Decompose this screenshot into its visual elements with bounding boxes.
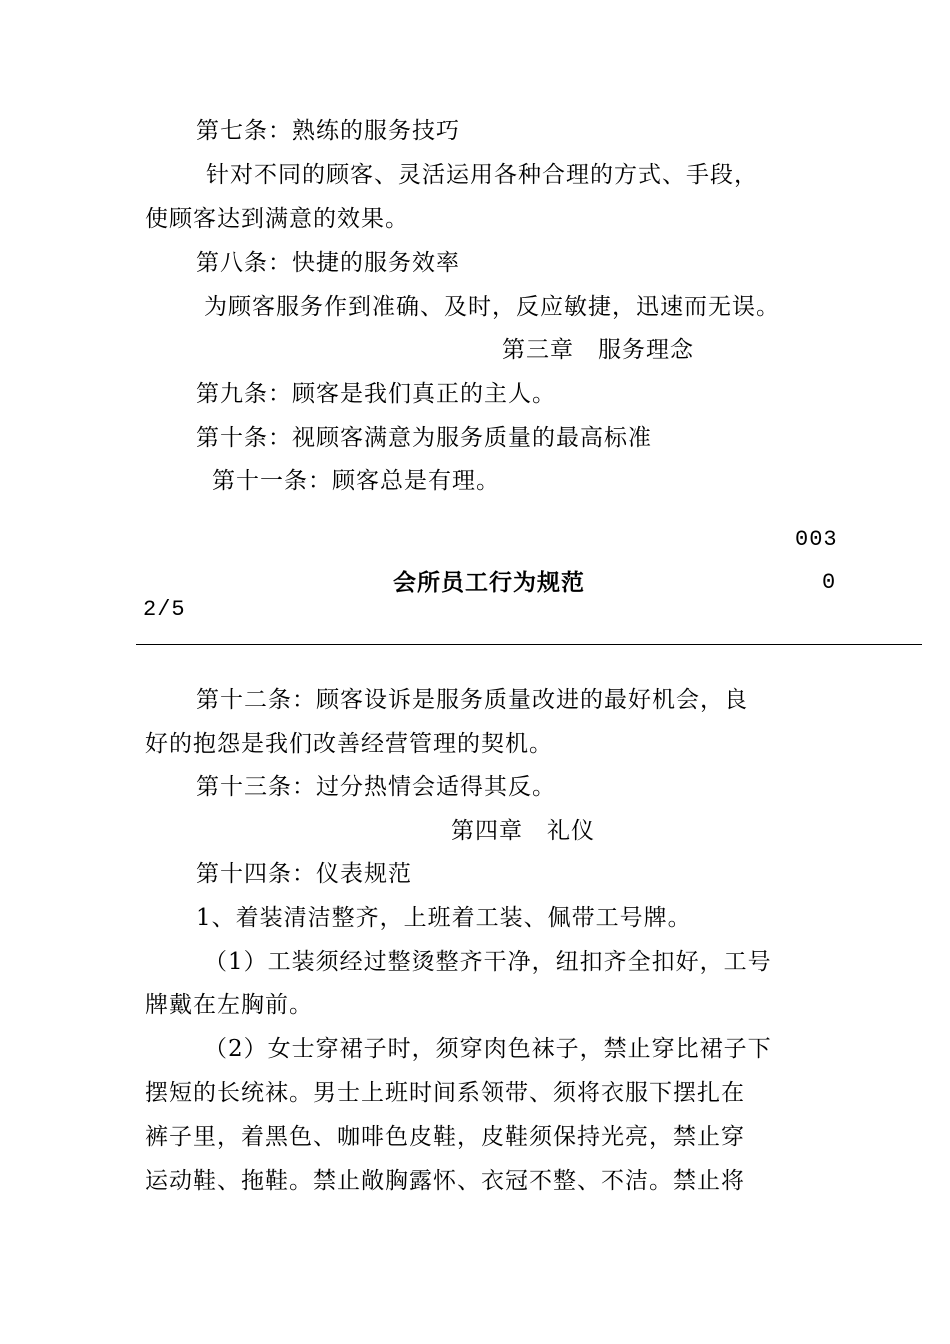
item-1-2-line-2: 摆短的长统袜。男士上班时间系领带、须将衣服下摆扎在 bbox=[145, 1080, 745, 1106]
article-9: 第九条：顾客是我们真正的主人。 bbox=[196, 381, 556, 407]
item-1-2-line-1: （2）女士穿裙子时，须穿肉色袜子，禁止穿比裙子下 bbox=[204, 1036, 772, 1062]
chapter-3-heading: 第三章 服务理念 bbox=[502, 337, 694, 363]
article-12-line-2: 好的抱怨是我们改善经营管理的契机。 bbox=[145, 731, 553, 757]
page-number: 2/5 bbox=[143, 597, 186, 622]
article-10: 第十条：视顾客满意为服务质量的最高标准 bbox=[196, 425, 652, 451]
article-13: 第十三条：过分热情会适得其反。 bbox=[196, 774, 556, 800]
header-divider bbox=[136, 644, 922, 645]
item-1-1-line-2: 牌戴在左胸前。 bbox=[145, 992, 313, 1018]
article-7-text-line-2: 使顾客达到满意的效果。 bbox=[145, 206, 409, 232]
item-1: 1、着装清洁整齐，上班着工装、佩带工号牌。 bbox=[196, 905, 692, 931]
header-doc-code-suffix: 0 bbox=[822, 570, 837, 595]
article-7-text-line-1: 针对不同的顾客、灵活运用各种合理的方式、手段， bbox=[206, 162, 758, 188]
header-title: 会所员工行为规范 bbox=[393, 570, 585, 596]
article-12-line-1: 第十二条：顾客设诉是服务质量改进的最好机会，良 bbox=[196, 687, 748, 713]
article-11: 第十一条：顾客总是有理。 bbox=[212, 468, 500, 494]
chapter-4-heading: 第四章 礼仪 bbox=[451, 818, 595, 844]
article-14-title: 第十四条：仪表规范 bbox=[196, 861, 412, 887]
header-doc-code: 003 bbox=[795, 527, 838, 552]
item-1-2-line-4: 运动鞋、拖鞋。禁止敞胸露怀、衣冠不整、不洁。禁止将 bbox=[145, 1168, 745, 1194]
article-8-text-line-1: 为顾客服务作到准确、及时，反应敏捷，迅速而无误。 bbox=[204, 294, 780, 320]
item-1-1-line-1: （1）工装须经过整烫整齐干净，纽扣齐全扣好，工号 bbox=[204, 949, 772, 975]
item-1-2-line-3: 裤子里，着黑色、咖啡色皮鞋，皮鞋须保持光亮，禁止穿 bbox=[145, 1124, 745, 1150]
article-8-title: 第八条：快捷的服务效率 bbox=[196, 250, 460, 276]
article-7-title: 第七条：熟练的服务技巧 bbox=[196, 118, 460, 144]
